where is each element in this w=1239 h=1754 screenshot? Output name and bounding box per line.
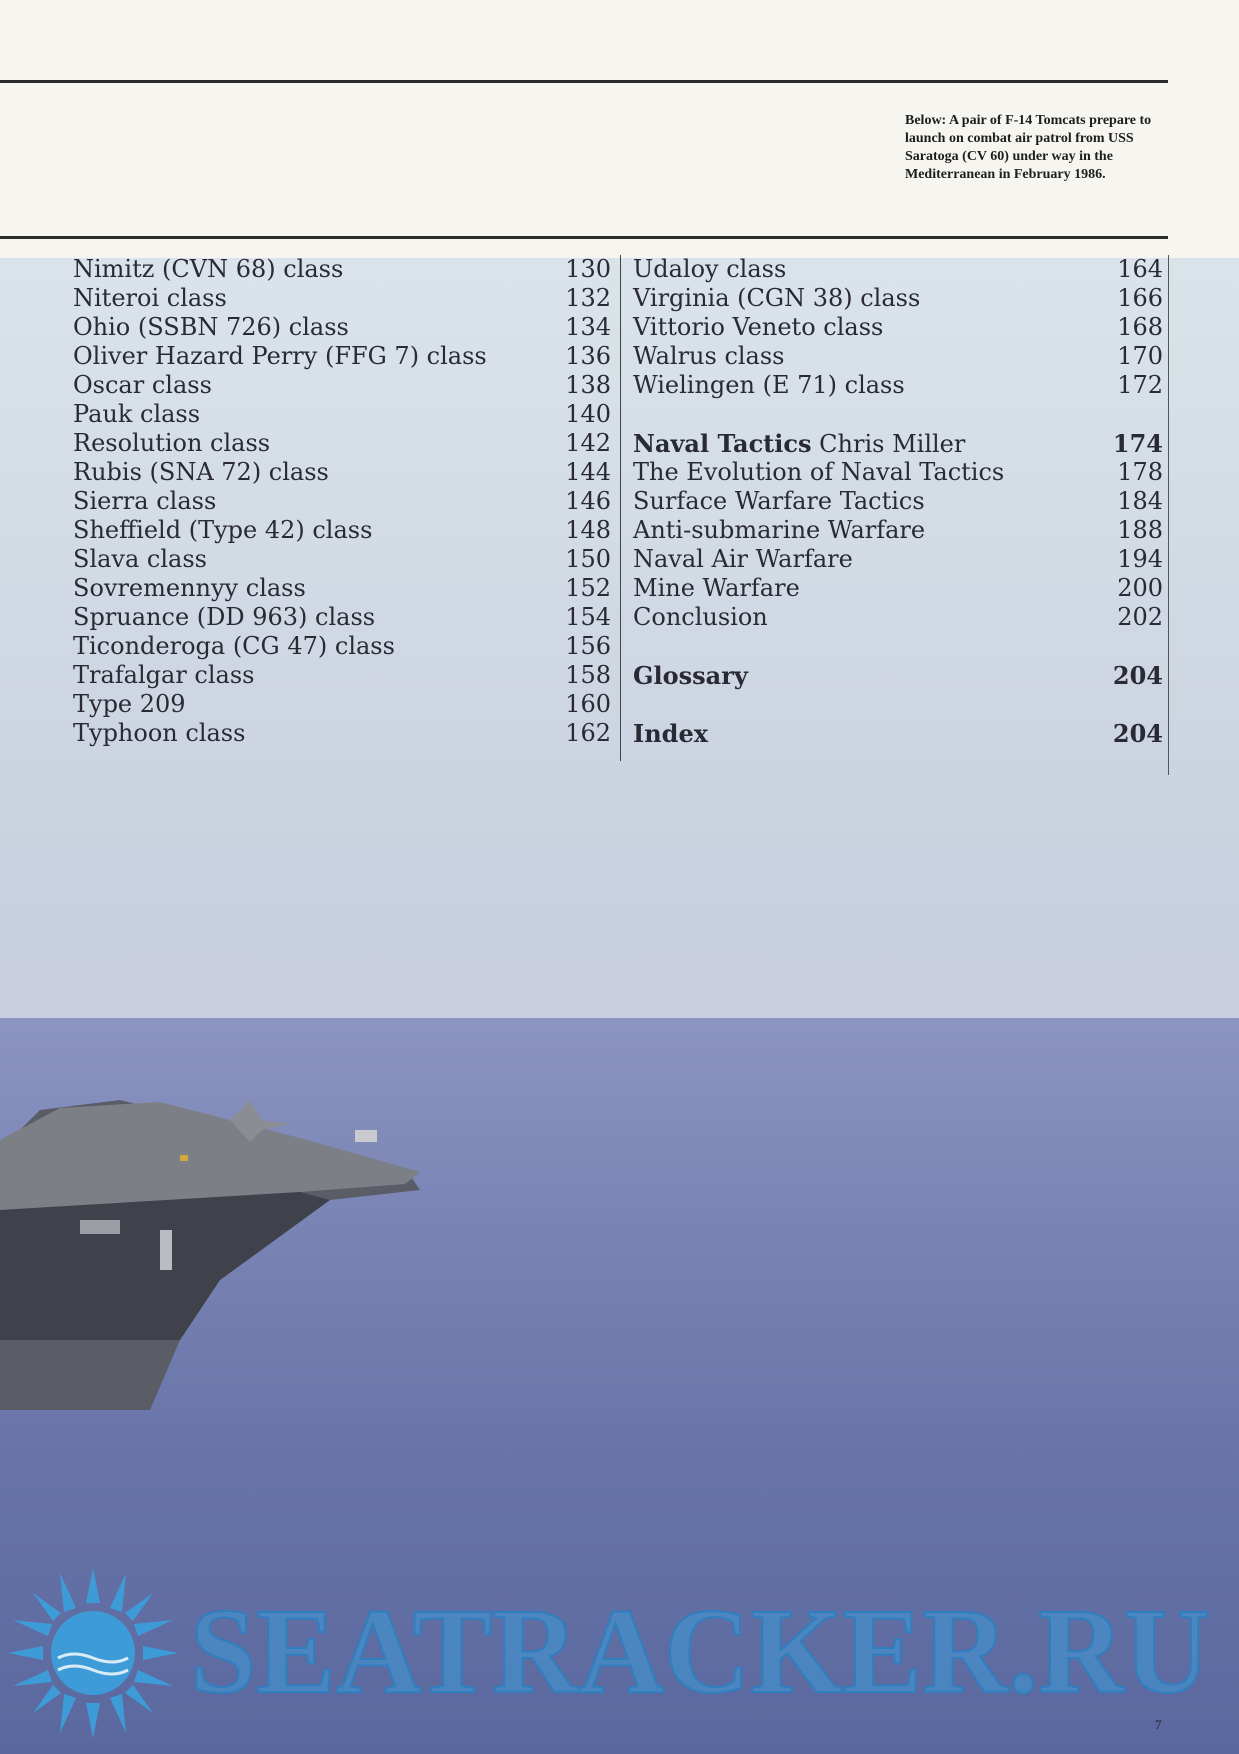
toc-entry: Sierra class 146 [73,487,611,515]
toc-left-column [73,255,611,748]
table-of-contents [55,255,1169,775]
toc-spacer [633,632,1163,661]
toc-entry: Vittorio Veneto class 168 [633,313,1163,341]
toc-entry: Typhoon class 162 [73,719,611,747]
toc-spacer [633,400,1163,429]
toc-entry: Sovremennyy class 152 [73,574,611,602]
toc-spacer [633,690,1163,719]
toc-entry: Anti-submarine Warfare 188 [633,516,1163,544]
toc-entry: Surface Warfare Tactics 184 [633,487,1163,515]
toc-entry: Wielingen (E 71) class 172 [633,371,1163,399]
toc-entry: Nimitz (CVN 68) class 130 [73,255,611,283]
toc-entry: Conclusion 202 [633,603,1163,631]
toc-entry: Ticonderoga (CG 47) class 156 [73,632,611,660]
toc-entry: Slava class 150 [73,545,611,573]
page-number: 7 [1155,1717,1162,1732]
top-rule [0,80,1168,83]
toc-entry: Walrus class 170 [633,342,1163,370]
toc-entry: Virginia (CGN 38) class 166 [633,284,1163,312]
toc-entry: Pauk class 140 [73,400,611,428]
toc-right-column [620,255,1163,761]
watermark-text: SEATRACKER.RU [190,1596,1210,1706]
toc-entry: Rubis (SNA 72) class 144 [73,458,611,486]
aircraft-carrier-image [0,1080,500,1410]
toc-entry: Mine Warfare 200 [633,574,1163,602]
toc-entry: Oliver Hazard Perry (FFG 7) class 136 [73,342,611,370]
toc-entry: Type 209 160 [73,690,611,718]
section-title: Naval Tactics [633,429,812,458]
toc-entry: Naval Air Warfare 194 [633,545,1163,573]
toc-frame-rule [0,236,1168,239]
toc-section-heading: Naval Tactics Chris Miller 174 [633,429,1163,458]
watermark [190,1596,1239,1706]
toc-entry: Spruance (DD 963) class 154 [73,603,611,631]
sun-logo-icon [8,1568,178,1738]
toc-entry: Resolution class 142 [73,429,611,457]
toc-entry: The Evolution of Naval Tactics 178 [633,458,1163,486]
toc-entry: Udaloy class 164 [633,255,1163,283]
toc-entry: Trafalgar class 158 [73,661,611,689]
toc-glossary: Glossary 204 [633,661,1163,690]
section-author: Chris Miller [819,430,966,458]
toc-entry: Oscar class 138 [73,371,611,399]
toc-entry: Sheffield (Type 42) class 148 [73,516,611,544]
toc-entry: Niteroi class 132 [73,284,611,312]
toc-entry: Ohio (SSBN 726) class 134 [73,313,611,341]
photo-caption: Below: A pair of F-14 Tomcats prepare to launch on combat air patrol from USS Saratoga (CV 60) under way in the Mediterranean in February 1986. [905,113,1152,182]
toc-index: Index 204 [633,719,1163,748]
